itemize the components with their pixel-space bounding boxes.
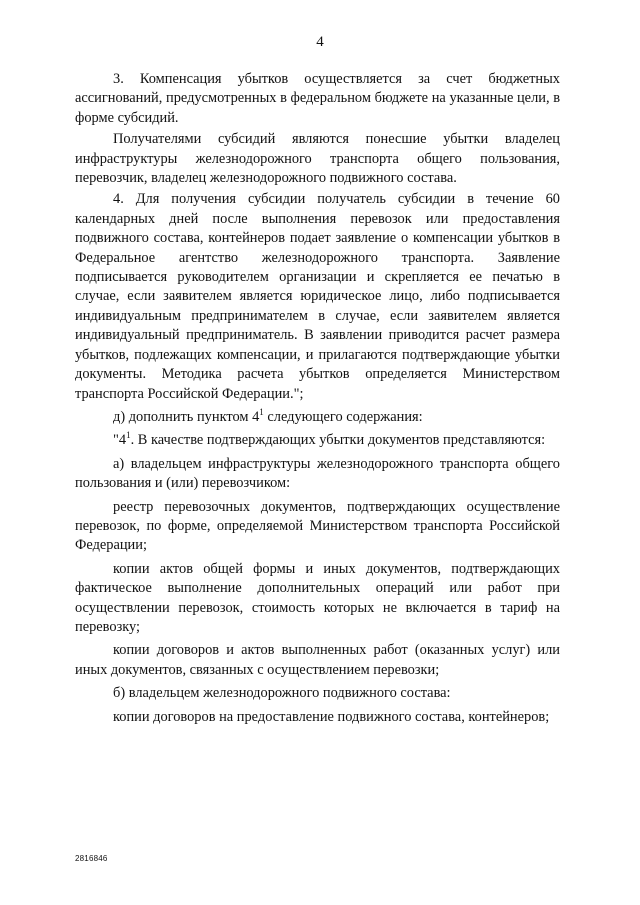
point-4-1-text: . В качестве подтверждающих убытки документов представляются: (130, 432, 546, 449)
paragraph-item-a: а) владельцем инфраструктуры железнодорожного транспорта общего пользования и (или) перевозчиком: (75, 455, 560, 492)
page-number: 4 (316, 34, 324, 50)
paragraph-application-procedure: 4. Для получения субсидии получатель субсидии в течение 60 календарных дней после выполнения перевозок или предоставления подвижного состава, контейнеров подает заявление о компенсации убытков в Федеральное агентство железнодорожного транспорта. Заявление подписывается руководителем организации и скрепляется ее печатью в случае, если заявителем является юридическое лицо, либо подписывается индивидуальным предпринимателем в случае, если заявителем является индивидуальный предприниматель. В заявлении приводится расчет размера убытков, подлежащих компенсации, и прилагаются подтверждающие убытки документы. Методика расчета убытков определяется Министерством транспорта Российской Федерации."; (75, 191, 560, 402)
add-point-superscript: 1 (259, 407, 264, 418)
paragraph-item-b: б) владельцем железнодорожного подвижного состава: (113, 685, 451, 702)
paragraph-registry: реестр перевозочных документов, подтверждающих осуществление перевозок, по форме, определяемой Министерством транспорта Российской Федерации; (75, 498, 560, 554)
point-4-1-superscript: 1 (126, 430, 131, 441)
paragraph-compensation-source: 3. Компенсация убытков осуществляется за счет бюджетных ассигнований, предусмотренных в федеральном бюджете на указанные цели, в форме субсидий. (75, 71, 560, 126)
point-4-1-number: "4 (113, 432, 127, 449)
paragraph-contracts-copies: копии договоров и актов выполненных работ (оказанных услуг) или иных документов, связанных с осуществлением перевозки; (75, 642, 560, 678)
paragraph-rolling-stock-contracts: копии договоров на предоставление подвижного состава, контейнеров; (113, 708, 550, 725)
paragraph-acts-copies: копии актов общей формы и иных документов, подтверждающих фактическое выполнение дополнительных операций или работ при осуществлении перевозок, стоимость которых не включается в тариф на перевозку; (75, 560, 560, 635)
document-code: 2816846 (75, 854, 108, 863)
paragraph-point-4-1 (75, 431, 560, 450)
add-point-text: д) дополнить пунктом 4 (113, 408, 260, 425)
add-point-text-tail: следующего содержания: (263, 408, 423, 425)
paragraph-add-point (75, 408, 560, 427)
paragraph-subsidy-recipients: Получателями субсидий являются понесшие убытки владелец инфраструктуры железнодорожного транспорта общего пользования, перевозчик, владелец железнодорожного подвижного состава. (75, 131, 560, 187)
document-body (75, 70, 560, 727)
